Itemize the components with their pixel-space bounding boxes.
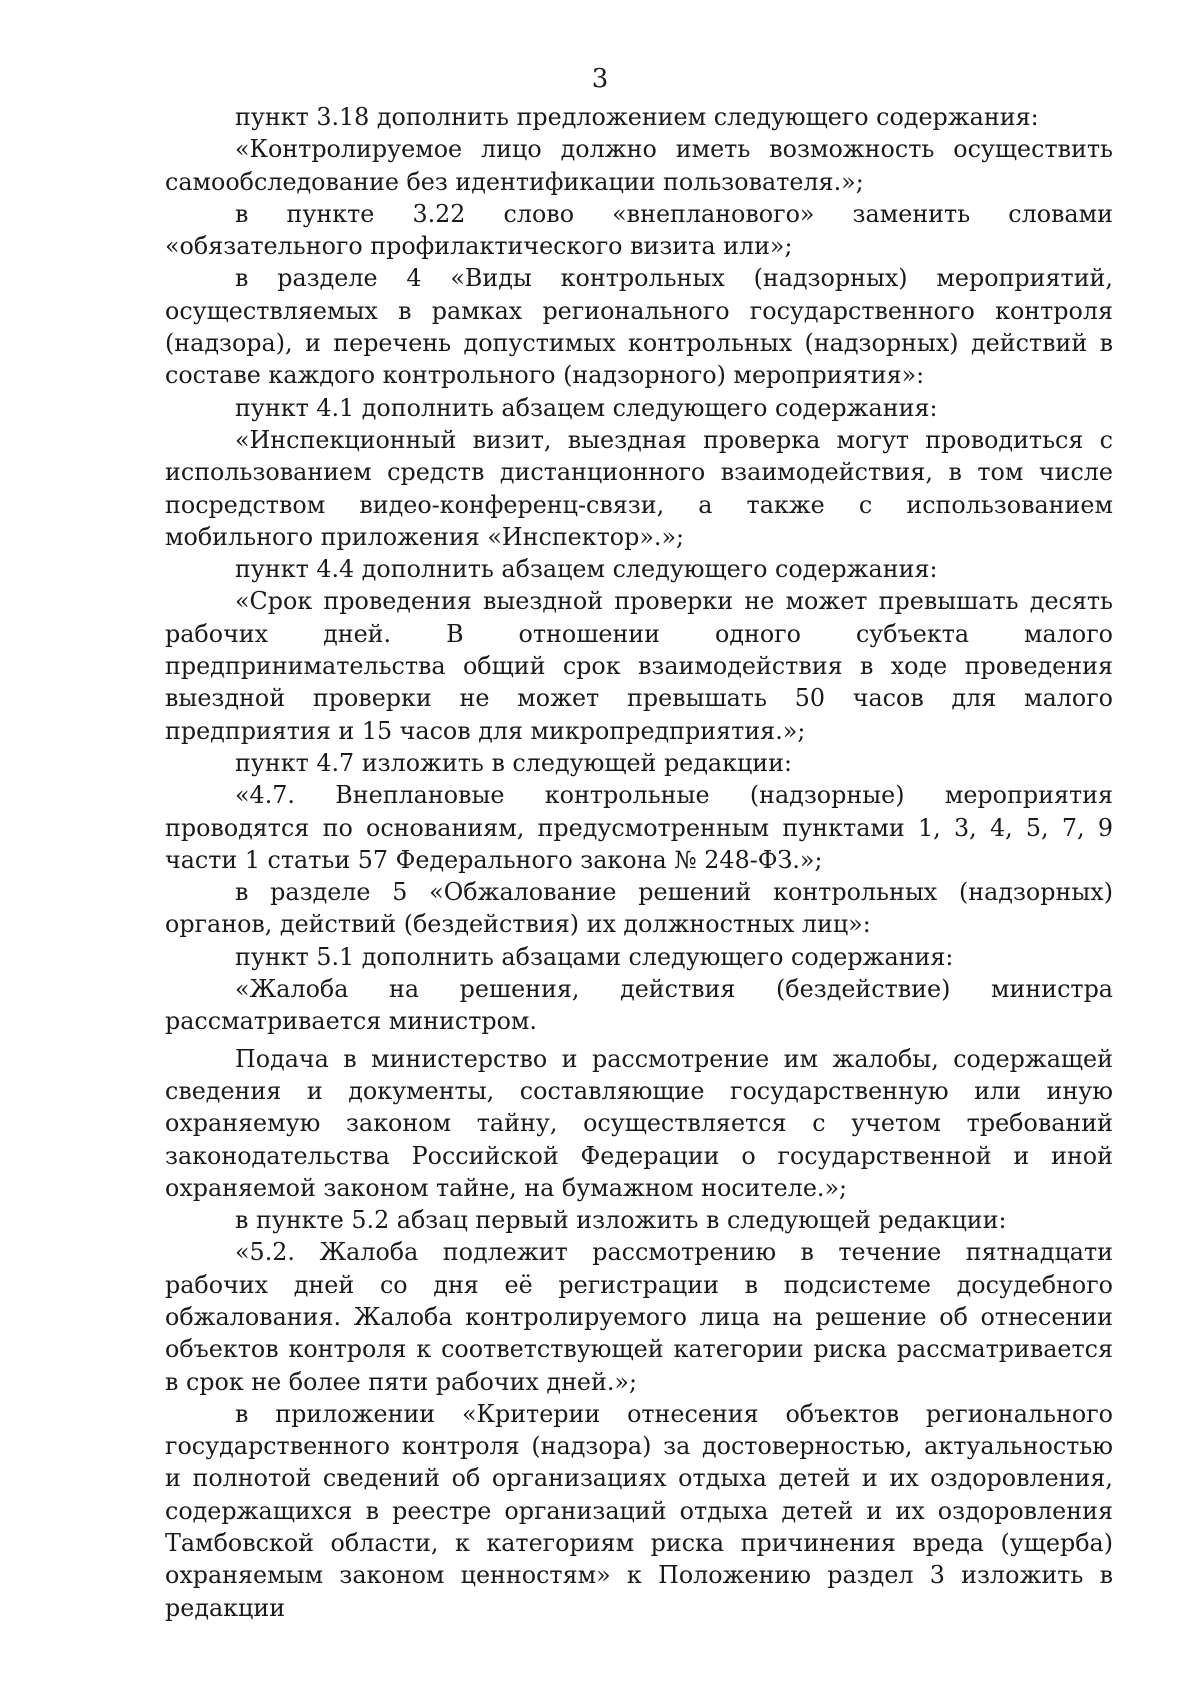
paragraph-5: пункт 4.1 дополнить абзацем следующего содержания: (235, 393, 938, 422)
paragraph-14: Подача в министерство и рассмотрение им жалобы, содержащей сведения и документы, составляющие государственную или иную охраняемую законом тайну, осуществляется с учетом требований законодательства Российской Федерации о государственной и иной охраняемой законом тайне, на бумажном носителе.»; (165, 1044, 1113, 1202)
paragraph-6: «Инспекционный визит, выездная проверка могут проводиться с использованием средств дистанционного взаимодействия, в том числе посредством видео-конференц-связи, а также с использованием мобильного приложения «Инспектор».»; (165, 425, 1113, 551)
paragraph-13: «Жалоба на решения, действия (бездействие) министра рассматривается министром. (165, 975, 1113, 1036)
paragraph-8: «Срок проведения выездной проверки не может превышать десять рабочих дней. В отношении одного субъекта малого предпринимательства общий срок взаимодействия в ходе проведения выездной проверки не может превышать 50 часов для малого предприятия и 15 часов для микропредприятия.»; (165, 587, 1113, 745)
paragraph-1: пункт 3.18 дополнить предложением следующего содержания: (235, 103, 1039, 131)
paragraph-11: в разделе 5 «Обжалование решений контрольных (надзорных) органов, действий (бездействия) их должностных лиц»: (165, 878, 1113, 939)
page-number: 3 (591, 64, 609, 94)
paragraph-3: в пункте 3.22 слово «внепланового» заменить словами «обязательного профилактического визита или»; (165, 199, 1113, 261)
paragraph-16: «5.2. Жалоба подлежит рассмотрению в течение пятнадцати рабочих дней со дня её регистрации в подсистеме досудебного обжалования. Жалоба контролируемого лица на решение об отнесении объектов контроля к соответствующей категории риска рассматривается в срок не более пяти рабочих дней.»; (165, 1238, 1113, 1396)
paragraph-7: пункт 4.4 дополнить абзацем следующего содержания: (235, 555, 938, 584)
paragraph-10: «4.7. Внеплановые контрольные (надзорные) мероприятия проводятся по основаниям, предусмотренным пунктами 1, 3, 4, 5, 7, 9 части 1 статьи 57 Федерального закона № 248-ФЗ.»; (165, 781, 1113, 874)
paragraph-15: в пункте 5.2 абзац первый изложить в следующей редакции: (235, 1206, 1007, 1235)
paragraph-4: в разделе 4 «Виды контрольных (надзорных) мероприятий, осуществляемых в рамках регионального государственного контроля (надзора), и перечень допустимых контрольных (надзорных) действий в составе каждого контрольного (надзорного) мероприятия»: (165, 264, 1113, 390)
paragraph-17: в приложении «Критерии отнесения объектов регионального государственного контроля (надзора) за достоверностью, актуальностью и полнотой сведений об организациях отдыха детей и их оздоровления, содержащихся в реестре организаций отдыха детей и их оздоровления Тамбовской области, к категориям риска причинения вреда (ущерба) охраняемым законом ценностям» к Положению раздел 3 изложить в редакции (165, 1399, 1113, 1622)
paragraph-9: пункт 4.7 изложить в следующей редакции: (235, 748, 793, 777)
paragraph-12: пункт 5.1 дополнить абзацами следующего содержания: (235, 942, 954, 971)
document-body (165, 101, 1113, 1624)
paragraph-2: «Контролируемое лицо должно иметь возможность осуществить самообследование без идентификации пользователя.»; (165, 135, 1113, 196)
